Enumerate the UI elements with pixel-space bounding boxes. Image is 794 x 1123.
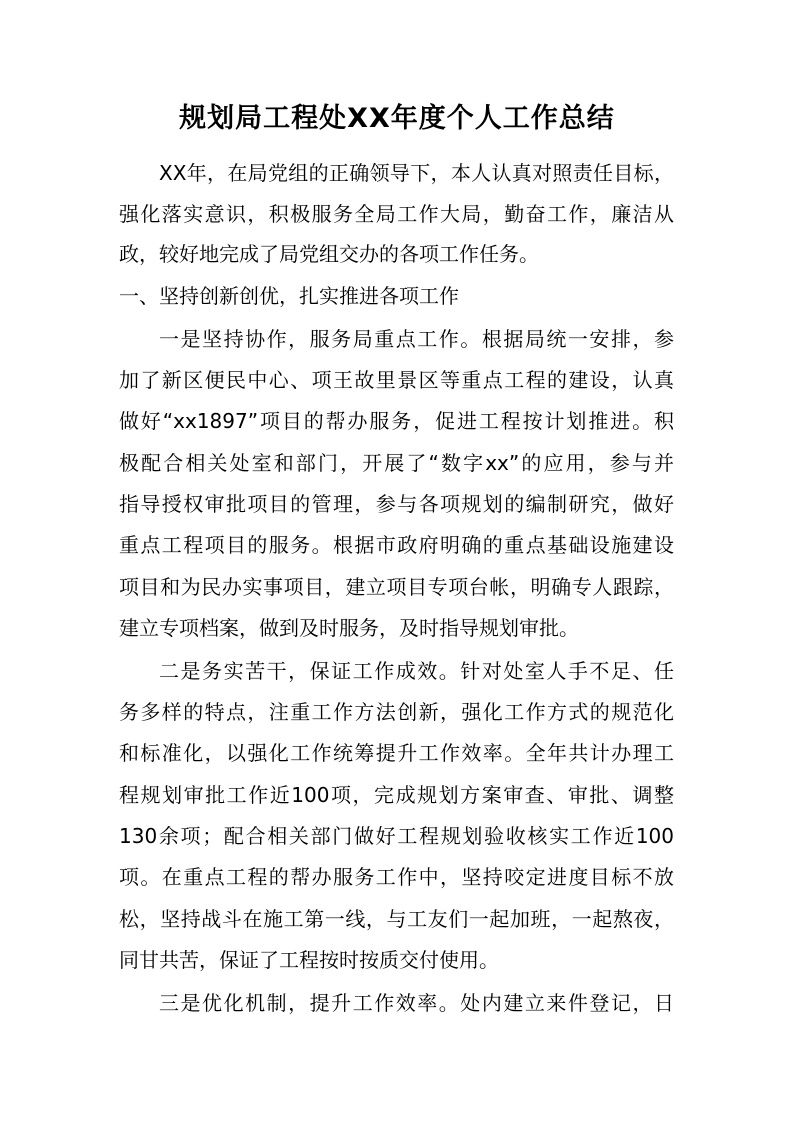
para1-line-5: 指导授权审批项目的管理，参与各项规划的编制研究，做好 [119,492,674,516]
intro-line-1: XX年，在局党组的正确领导下，本人认真对照责任目标， [159,161,674,185]
document-title: 规划局工程处XX年度个人工作总结 [179,103,615,134]
para1-line-1: 一是坚持协作，服务局重点工作。根据局统一安排，参 [159,327,674,351]
para1-line-6: 重点工程项目的服务。根据市政府明确的重点基础设施建设 [119,533,674,557]
para2-line-2: 务多样的特点，注重工作方法创新，强化工作方式的规范化 [119,700,674,724]
para2-line-7: 松，坚持战斗在施工第一线，与工友们一起加班，一起熬夜， [119,907,674,931]
para2-line-5: 130余项；配合相关部门做好工程规划验收核实工作近100 [119,824,674,848]
para1-line-2: 加了新区便民中心、项王故里景区等重点工程的建设，认真 [119,368,674,392]
para2-line-4: 程规划审批工作近100项，完成规划方案审查、审批、调整 [119,783,674,807]
para2-line-1: 二是务实苦干，保证工作成效。针对处室人手不足、任 [159,659,674,683]
para2-line-8: 同甘共苦，保证了工程按时按质交付使用。 [119,948,499,972]
section-heading: 一、坚持创新创优，扎实推进各项工作 [119,284,459,308]
para1-line-3: 做好“xx1897”项目的帮办服务，促进工程按计划推进。积 [119,409,674,433]
para2-line-3: 和标准化，以强化工作统筹提升工作效率。全年共计办理工 [119,741,674,765]
para3-line-1: 三是优化机制，提升工作效率。处内建立来件登记，日 [159,991,674,1015]
para1-line-7: 项目和为民办实事项目，建立项目专项台帐，明确专人跟踪， [119,575,674,599]
intro-line-3: 政，较好地完成了局党组交办的各项工作任务。 [119,242,539,266]
para1-line-4: 极配合相关处室和部门，开展了“数字xx”的应用，参与并 [119,451,674,475]
para2-line-6: 项。在重点工程的帮办服务工作中，坚持咬定进度目标不放 [119,865,674,889]
intro-line-2: 强化落实意识，积极服务全局工作大局，勤奋工作，廉洁从 [119,202,674,226]
para1-line-8: 建立专项档案，做到及时服务，及时指导规划审批。 [119,616,579,640]
